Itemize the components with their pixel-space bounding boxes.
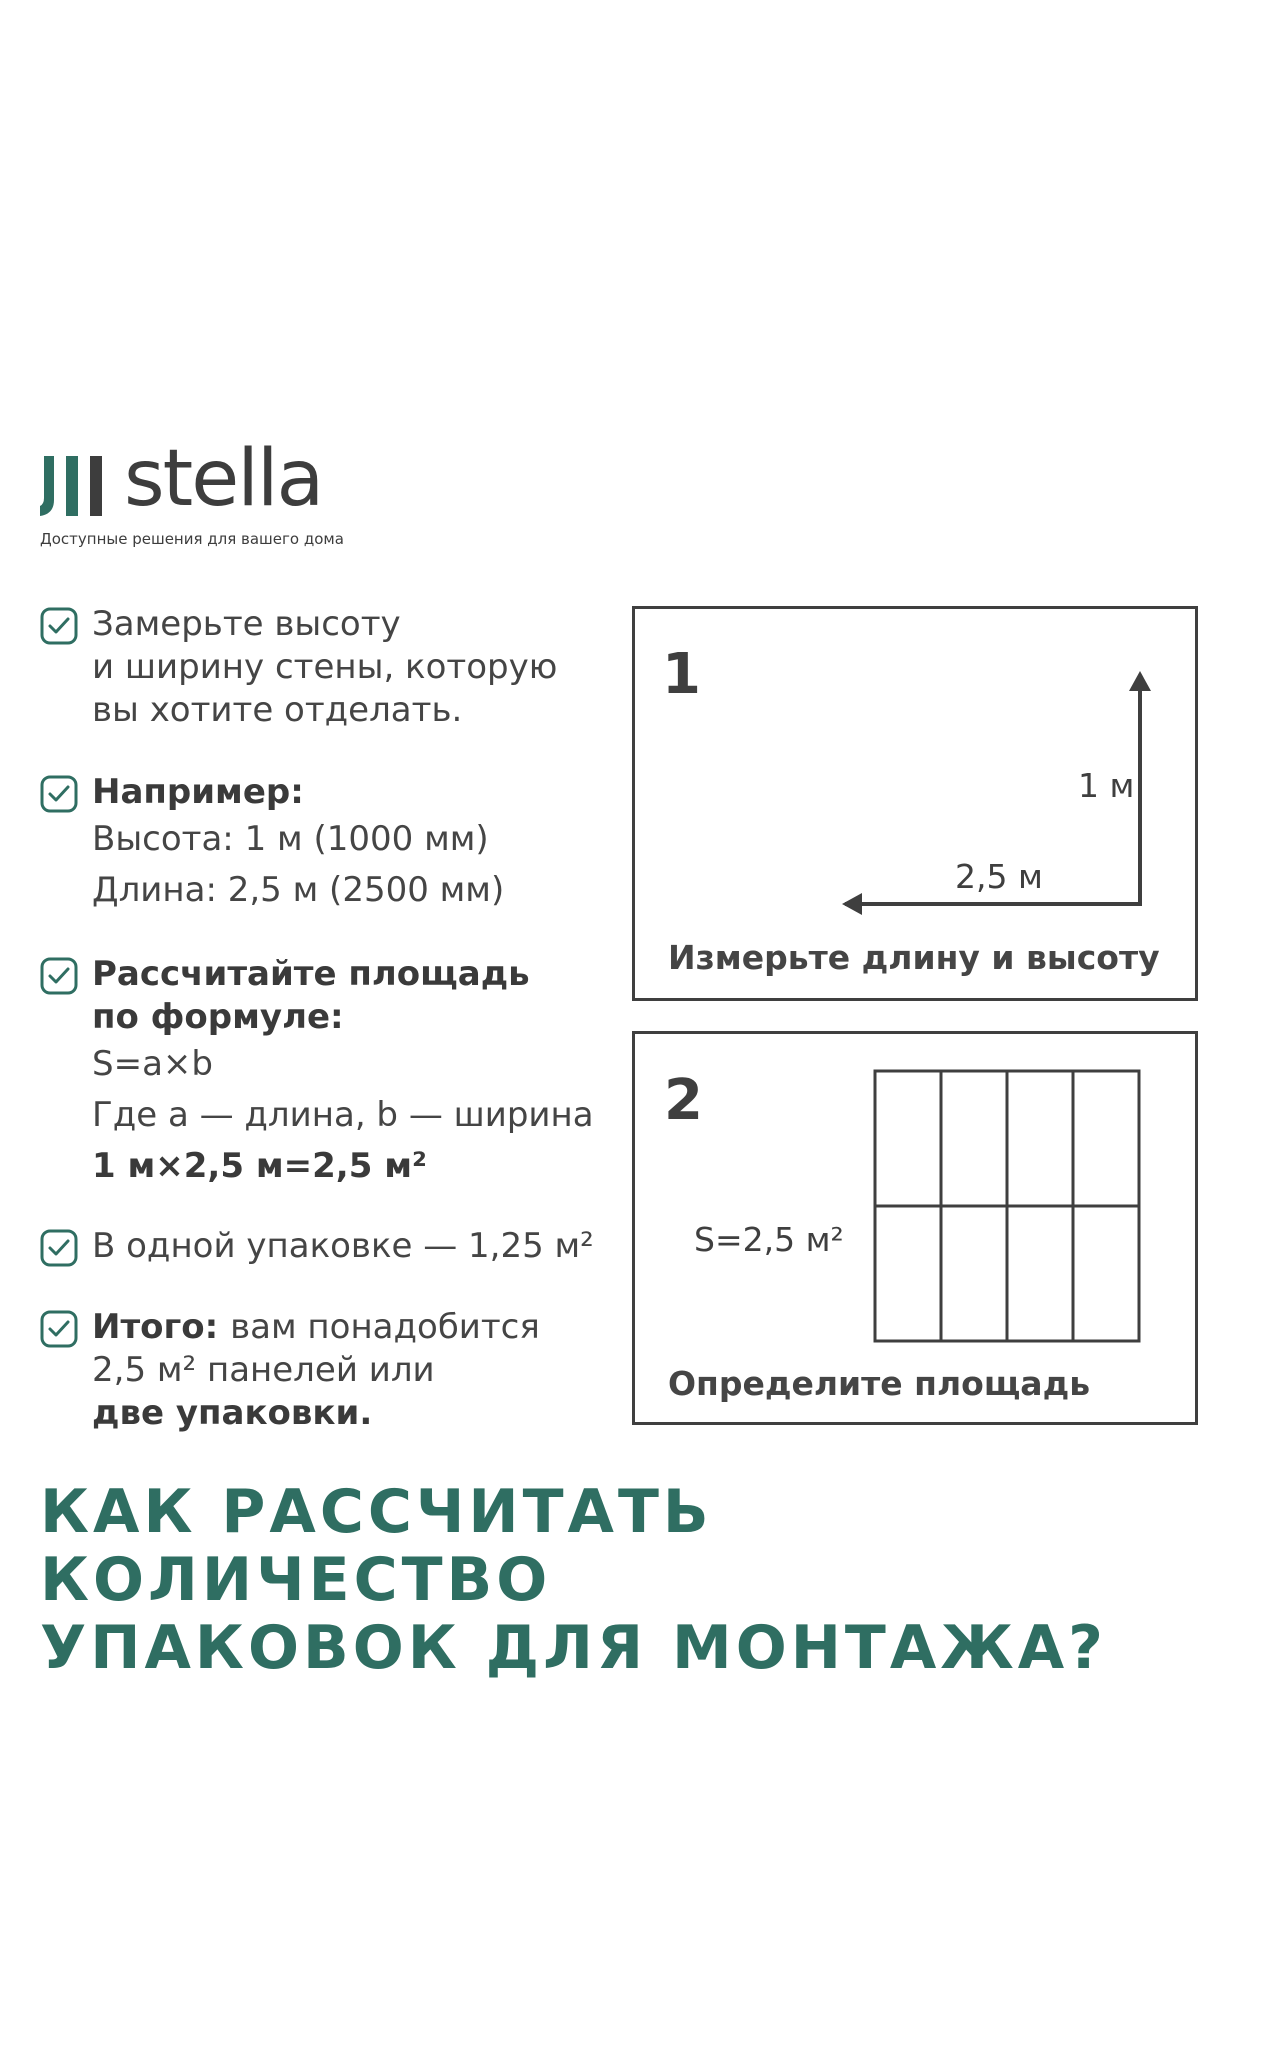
checklist-line: по формуле: bbox=[92, 997, 344, 1037]
checklist-line: Замерьте высоту bbox=[92, 604, 401, 644]
checkbox-checked-icon bbox=[40, 607, 78, 645]
checkbox-checked-icon bbox=[40, 775, 78, 813]
checklist-line: 1 м×2,5 м=2,5 м² bbox=[92, 1146, 427, 1186]
checklist-line-prefix: Итого: bbox=[92, 1307, 231, 1347]
page-heading bbox=[40, 1478, 1240, 1682]
checkbox-checked-icon bbox=[40, 957, 78, 995]
checklist-line: Где a — длина, b — ширина bbox=[92, 1095, 594, 1135]
panel-number: 2 bbox=[664, 1068, 703, 1133]
checklist-line bbox=[92, 1306, 652, 1349]
checklist-line: Рассчитайте площадь bbox=[92, 954, 530, 994]
panel-grid bbox=[873, 1069, 1143, 1345]
brand-tagline: Доступные решения для вашего дома bbox=[40, 530, 344, 548]
left-arrow-head-icon bbox=[842, 893, 862, 915]
stella-logo-icon bbox=[40, 456, 106, 518]
checklist-line: 2,5 м² панелей или bbox=[92, 1350, 435, 1390]
checkbox-checked-icon bbox=[40, 1229, 78, 1267]
brand-logo bbox=[40, 434, 360, 558]
checklist-line: В одной упаковке — 1,25 м² bbox=[92, 1226, 594, 1266]
area-label: S=2,5 м² bbox=[694, 1220, 844, 1259]
length-label: 2,5 м bbox=[955, 857, 1043, 896]
heading-line-2: УПАКОВОК ДЛЯ МОНТАЖА? bbox=[40, 1613, 1107, 1683]
checklist-line: Например: bbox=[92, 772, 304, 812]
area-panel bbox=[632, 1031, 1198, 1425]
heading-line-1: КАК РАССЧИТАТЬ КОЛИЧЕСТВО bbox=[40, 1477, 713, 1615]
checklist-line: S=a×b bbox=[92, 1044, 213, 1084]
checklist-line: две упаковки. bbox=[92, 1393, 373, 1433]
panel-caption: Измерьте длину и высоту bbox=[668, 938, 1160, 977]
panel-caption: Определите площадь bbox=[668, 1364, 1091, 1403]
checklist-line-text: вам понадобится bbox=[230, 1307, 540, 1347]
checklist-line: и ширину стены, которую bbox=[92, 647, 558, 687]
brand-name: stella bbox=[124, 434, 323, 524]
checkbox-checked-icon bbox=[40, 1310, 78, 1348]
measure-panel bbox=[632, 606, 1198, 1001]
height-label: 1 м bbox=[1078, 766, 1135, 805]
up-arrow-head-icon bbox=[1129, 671, 1151, 691]
checklist-line: вы хотите отделать. bbox=[92, 690, 463, 730]
checklist-line: Длина: 2,5 м (2500 мм) bbox=[92, 870, 505, 910]
panel-number: 1 bbox=[662, 642, 701, 707]
checklist-line: Высота: 1 м (1000 мм) bbox=[92, 819, 489, 859]
